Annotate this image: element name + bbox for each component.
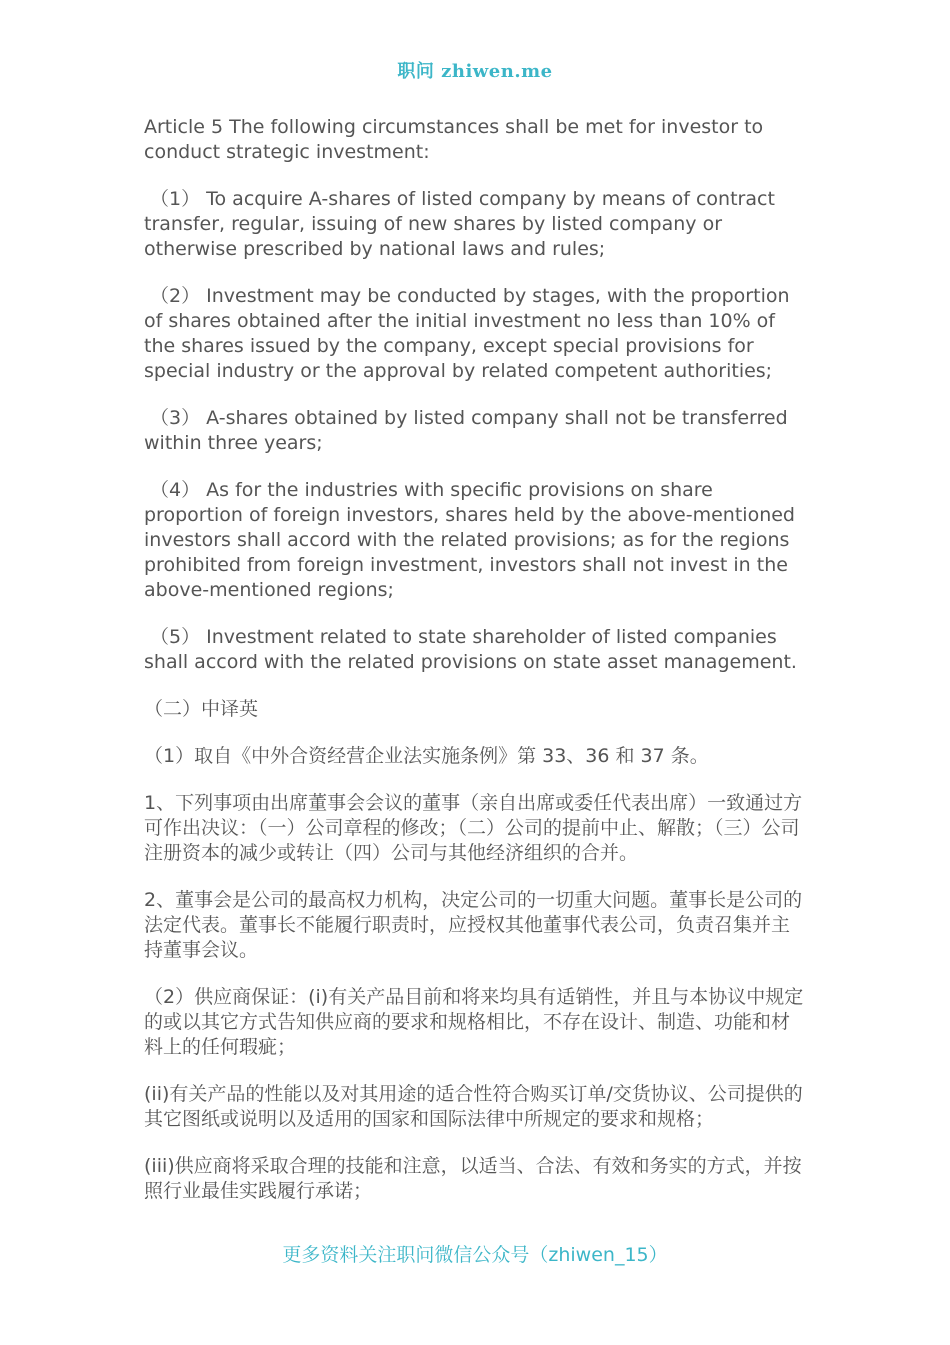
supplier-warranty-ii: (ii)有关产品的性能以及对其用途的适合性符合购买订单/交货协议、公司提供的其它图纸或说明以及适用的国家和国际法律中所规定的要求和规格； bbox=[144, 1083, 803, 1130]
document-body bbox=[144, 115, 806, 1226]
clause-1: 1、下列事项由出席董事会会议的董事（亲自出席或委任代表出席）一致通过方可作出决议：（一）公司章程的修改；（二）公司的提前中止、解散；（三）公司注册资本的减少或转让（四）公司与其他经济组织的合并。 bbox=[144, 792, 803, 864]
clause-2: 2、董事会是公司的最高权力机构，决定公司的一切重大问题。董事长是公司的法定代表。董事长不能履行职责时，应授权其他董事代表公司，负责召集并主持董事会议。 bbox=[144, 889, 803, 961]
article-item-5: （5） Investment related to state shareholder of listed companies shall accord with the related provisions on state asset management. bbox=[144, 626, 797, 673]
supplier-warranty-iii: (iii)供应商将采取合理的技能和注意，以适当、合法、有效和务实的方式，并按照行业最佳实践履行承诺； bbox=[144, 1155, 802, 1202]
source-note: （1）取自《中外合资经营企业法实施条例》第 33、36 和 37 条。 bbox=[144, 745, 709, 767]
supplier-warranty-i: （2）供应商保证：(i)有关产品目前和将来均具有适销性，并且与本协议中规定的或以其它方式告知供应商的要求和规格相比，不存在设计、制造、功能和材料上的任何瑕疵； bbox=[144, 986, 804, 1058]
article-item-3: （3） A-shares obtained by listed company shall not be transferred within three years; bbox=[144, 407, 788, 454]
article-item-4: （4） As for the industries with specific provisions on share proportion of foreign investors, shares held by the above-mentioned investors shall accord with the related provisions; as for the regions prohibited from foreign investment, investors shall not invest in the above-mentioned regions; bbox=[144, 479, 795, 601]
article-item-2: （2） Investment may be conducted by stages, with the proportion of shares obtained after the initial investment no less than 10% of the shares issued by the company, except special provisions for special industry or the approval by related competent authorities; bbox=[144, 285, 790, 382]
page-header: 职问 zhiwen.me bbox=[397, 61, 553, 82]
page-footer: 更多资料关注职问微信公众号（zhiwen_15） bbox=[282, 1244, 668, 1266]
article-intro: Article 5 The following circumstances shall be met for investor to conduct strategic investment: bbox=[144, 116, 764, 163]
article-item-1: （1） To acquire A-shares of listed company by means of contract transfer, regular, issuing of new shares by listed company or otherwise prescribed by national laws and rules; bbox=[144, 188, 775, 260]
section-heading: （二）中译英 bbox=[144, 698, 259, 720]
